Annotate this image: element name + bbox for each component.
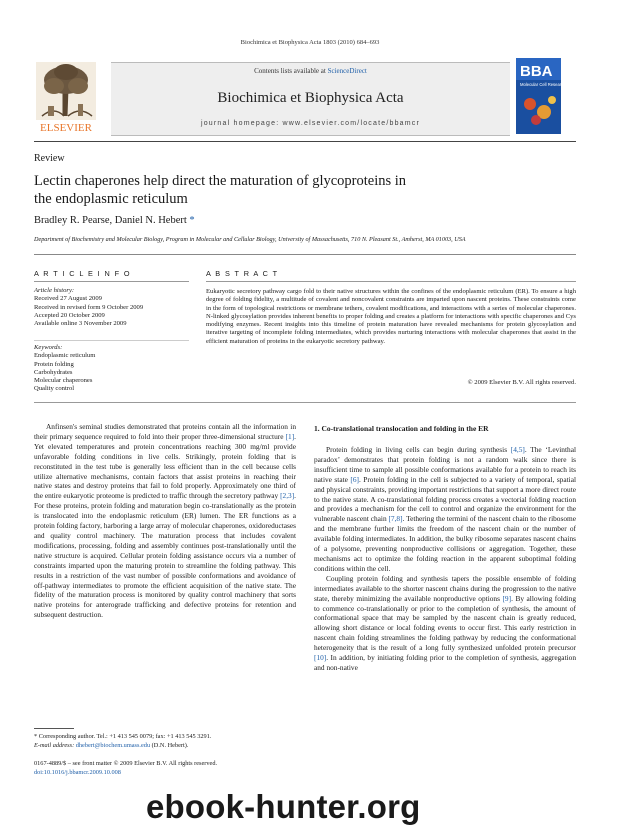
publisher-wordmark: ELSEVIER	[40, 122, 92, 134]
citation-link[interactable]: [7,8]	[388, 514, 403, 524]
corresponding-contact: * Corresponding author. Tel.: +1 413 545 0079; fax: +1 413 545 3291.	[34, 733, 212, 740]
corresponding-footnote	[34, 733, 296, 750]
article-history	[34, 287, 189, 328]
text-run: Coupling protein folding and synthesis tapers the possible ensemble of folding intermediates available to the shorter nascent chains during the progression to the native state, thereby minimizing the available nonproductive options	[314, 573, 576, 603]
abstract-text: Eukaryotic secretory pathway cargo fold to their native structures within the confines of the endoplasmic reticulum (ER). To ensure a high degree of folding fidelity, a multitude of covalent and noncovalent constraints are imparted upon nascent proteins. These constraints come in the form of topological restrictions or membrane tethers, covalent modifications, and interactions with a series of molecular chaperones. N-linked glycosylation provides inherent benefits to proper folding and creates a platform for interactions with specific chaperones and Cys modifying enzymes. Recent insights into this timeline of protein maturation have revealed mechanisms for protein glycosylation and iterative targeting of incomplete folding intermediates, which provides nurturing interactions with molecular chaperones that assist in the efficient maturation of proteins in the eukaryotic secretory pathway.	[206, 288, 576, 345]
text-run: Anfinsen's seminal studies demonstrated that proteins contain all the information in their primary sequence required to fold into their proper three-dimensional structure	[34, 422, 296, 441]
cover-title: BBA	[520, 63, 553, 80]
text-run: . In addition, by initiating folding prior to the completion of synthesis, aggregation and non-native	[314, 653, 576, 672]
journal-header	[111, 62, 510, 136]
front-matter-line: 0167-4889/$ – see front matter © 2009 Elsevier B.V. All rights reserved.	[34, 760, 218, 767]
history-item: Available online 3 November 2009	[34, 320, 127, 328]
right-column	[314, 445, 576, 673]
keywords-divider	[34, 340, 189, 341]
text-run: . For these proteins, protein folding and maturation begin co-translationally as the protein is translocated into the endoplasmic reticulum (ER) lumen. The ER functions as a protein folding factory, harboring a large array of molecular chaperones, oxidoreductases and quality control machinery. The maturation process that includes covalent modifications, processing, folding and assembly continues post-translationally until the native structure is acquired. Cellular protein folding assistance occurs via a number of constraints imparted upon the maturing protein to streamline the folding pathway. This results in a restriction of the vast number of possible conformations and avoidance of off-pathway intermediates to promote the efficient acquisition of the native state. The fidelity of the maturation process is monitored by quality control machinery that sorts native proteins for anterograde trafficking and defective proteins for retention and subsequent destruction.	[34, 491, 296, 620]
left-column	[34, 422, 296, 620]
article-info-heading: A R T I C L E I N F O	[34, 269, 131, 278]
history-label: Article history:	[34, 287, 75, 294]
keyword: Carbohydrates	[34, 368, 73, 376]
citation-link[interactable]: [4,5]	[510, 445, 525, 454]
cover-subtitle: Molecular Cell Research	[520, 82, 566, 87]
footnote-rule	[34, 728, 74, 729]
article-title	[34, 172, 574, 208]
corresponding-author-mark[interactable]: *	[189, 215, 195, 226]
author-list	[34, 215, 195, 226]
watermark: ebook-hunter.org	[146, 788, 421, 825]
authors: Bradley R. Pearse, Daniel N. Hebert	[34, 215, 187, 226]
journal-citation: Biochimica et Biophysica Acta 1803 (2010) 684–693	[240, 39, 380, 46]
text-run: . The ‘Levinthal paradox’ demonstrates that protein folding is not a random walk since there is insufficient time to sample all possible conformations available for a protein to reach its native state	[314, 445, 576, 484]
doi-link[interactable]: doi:10.1016/j.bbamcr.2009.10.008	[34, 768, 121, 776]
journal-name: Biochimica et Biophysica Acta	[217, 90, 404, 106]
keyword: Molecular chaperones	[34, 377, 93, 385]
keyword: Protein folding	[34, 360, 74, 368]
citation-link[interactable]: [1]	[285, 431, 295, 441]
keywords	[34, 344, 189, 394]
header-divider	[34, 141, 576, 142]
email-suffix: (D.N. Hebert).	[150, 741, 189, 749]
history-item: Received 27 August 2009	[34, 295, 102, 303]
elsevier-logo	[34, 60, 98, 134]
front-divider	[34, 254, 576, 255]
section-heading: 1. Co-translational translocation and folding in the ER	[314, 424, 489, 433]
email-link[interactable]: dhebert@biochem.umass.edu	[75, 741, 151, 749]
history-item: Received in revised form 9 October 2009	[34, 303, 144, 311]
text-run: . Tethering the termini of the nascent chain to the ribosome and the membrane further limits the freedom of the nascent chain or the number of available folding intermediates. In addition, the bulky ribosome separates nascent chains of a polysome, preventing nonproductive collisions or aggregation. Together, these mechanisms act to optimize the folding reaction in the apparent suboptimal folding conditions within the cell.	[314, 514, 576, 573]
email-label: E-mail address:	[34, 741, 76, 749]
affiliation: Department of Biochemistry and Molecular Biology, Program in Molecular and Cellular Biology, University of Massachusetts, 710 N. Pleasant St., Amherst, MA 01003, USA	[34, 236, 466, 243]
citation-link[interactable]: [9]	[502, 593, 512, 603]
article-type: Review	[34, 153, 65, 164]
citation-link[interactable]: [10]	[314, 653, 327, 663]
history-item: Accepted 20 October 2009	[34, 311, 105, 319]
citation-link[interactable]: [6]	[350, 474, 359, 484]
text-run: . Yet elevated temperatures and protein concentrations reaching 300 mg/ml provide unfavorable folding conditions in live cells. Strikingly, protein folding that is reconstituted in the test tube is generally less efficient than in the cell because cells utilize alternative mechanisms, contain factors that assist proteins in reaching their native states and destroy proteins that fail to fold properly. Approximately one third of the entire eukaryotic proteome is predicted to traffic through the secretory pathway	[34, 431, 296, 501]
paragraph	[34, 422, 296, 620]
sciencedirect-link[interactable]: ScienceDirect	[327, 67, 367, 75]
paragraph	[314, 445, 576, 574]
text-run: Protein folding in living cells can begin during synthesis	[326, 445, 511, 454]
journal-cover	[516, 58, 566, 134]
text-run: . Protein folding in the cell is subjected to a variety of temporal, spatial and physical constraints, providing important restrictions that support a more direct route to the native state. A co-translational folding process creates a vectorial folding reaction and provides a mechanism for the cell to control and organize the environment for the vulnerable nascent chain	[314, 474, 576, 524]
paragraph	[314, 574, 576, 673]
front-matter	[34, 760, 296, 777]
text-run: . By allowing folding to commence co-translationally or prior to the completion of synthesis, the amount of conformational space that may be sampled by the nascent chain is greatly reduced, allowing short distance or local folding events to occur first. This early restriction in nascent chain folding streamlines the folding pathway by reducing the conformational heterogeneity that is the result of a long fully synthesized unfolded protein precursor	[314, 593, 576, 653]
contents-prefix: Contents lists available at	[254, 67, 328, 75]
article-info-rule	[34, 281, 189, 282]
abstract-copyright: © 2009 Elsevier B.V. All rights reserved.	[467, 379, 576, 386]
contents-line	[111, 67, 510, 75]
citation-link[interactable]: [2,3]	[280, 491, 295, 501]
keywords-label: Keywords:	[34, 344, 63, 351]
abstract-rule	[206, 281, 576, 282]
keyword: Quality control	[34, 385, 75, 393]
title-line-1: Lectin chaperones help direct the maturation of glycoproteins in	[34, 173, 407, 189]
abstract-divider	[34, 402, 576, 403]
keyword: Endoplasmic reticulum	[34, 352, 96, 360]
abstract-heading: A B S T R A C T	[206, 269, 279, 278]
title-line-2: the endoplasmic reticulum	[34, 191, 188, 207]
journal-homepage[interactable]: journal homepage: www.elsevier.com/locate/bbamcr	[200, 120, 421, 127]
